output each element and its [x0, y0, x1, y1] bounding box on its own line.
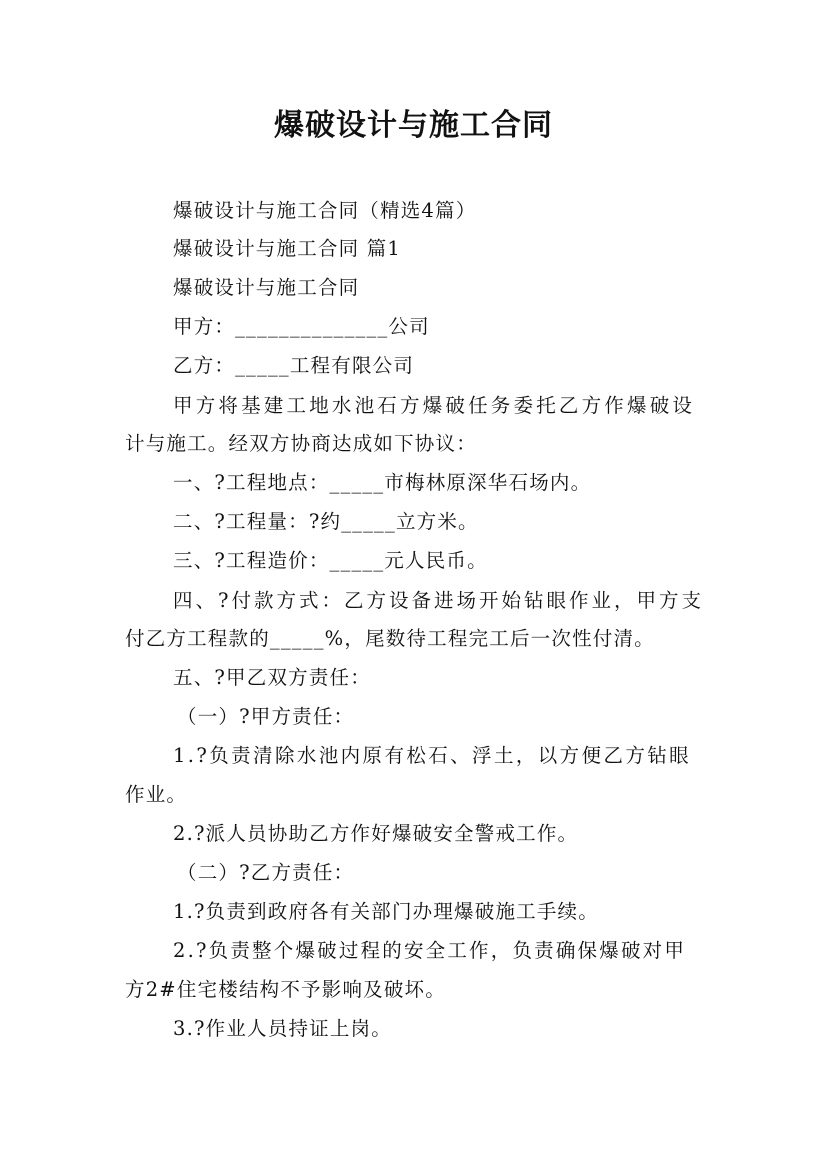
clause-line: 五、?甲乙双方责任：	[173, 666, 371, 689]
item-line: 作业。	[125, 783, 188, 806]
party-b-line: 乙方：_____工程有限公司	[173, 354, 415, 377]
item-line: 1.?负责到政府各有关部门办理爆破施工手续。	[173, 900, 599, 923]
paragraph-line: 计与施工。经双方协商达成如下协议：	[125, 432, 477, 455]
party-a-line: 甲方：______________公司	[173, 315, 430, 338]
item-line: 3.?作业人员持证上岗。	[173, 1017, 392, 1040]
contract-name: 爆破设计与施工合同	[173, 276, 360, 299]
item-line: 1.?负责清除水池内原有松石、浮土，以方便乙方钻眼	[173, 744, 692, 767]
clause-line: 付乙方工程款的_____%，尾数待工程完工后一次性付清。	[125, 627, 655, 650]
item-line: 2.?派人员协助乙方作好爆破安全警戒工作。	[173, 822, 579, 845]
paragraph-line: 甲方将基建工地水池石方爆破任务委托乙方作爆破设	[173, 394, 696, 417]
document-title: 爆破设计与施工合同	[274, 108, 553, 143]
clause-line: 三、?工程造价：_____元人民币。	[173, 549, 488, 572]
section-heading: 爆破设计与施工合同 篇1	[173, 237, 402, 260]
clause-line: 四、?付款方式：乙方设备进场开始钻眼作业，甲方支	[173, 589, 704, 612]
item-line: 2.?负责整个爆破过程的安全工作，负责确保爆破对甲	[173, 939, 687, 962]
item-line: 方2#住宅楼结构不予影响及破坏。	[125, 978, 446, 1001]
contract-subtitle: 爆破设计与施工合同（精选4篇）	[173, 199, 477, 222]
clause-line: 二、?工程量：?约_____立方米。	[173, 510, 479, 533]
clause-line: 一、?工程地点：_____市梅林原深华石场内。	[173, 471, 592, 494]
sub-heading: （一）?甲方责任：	[177, 705, 355, 728]
sub-heading: （二）?乙方责任：	[177, 861, 355, 884]
